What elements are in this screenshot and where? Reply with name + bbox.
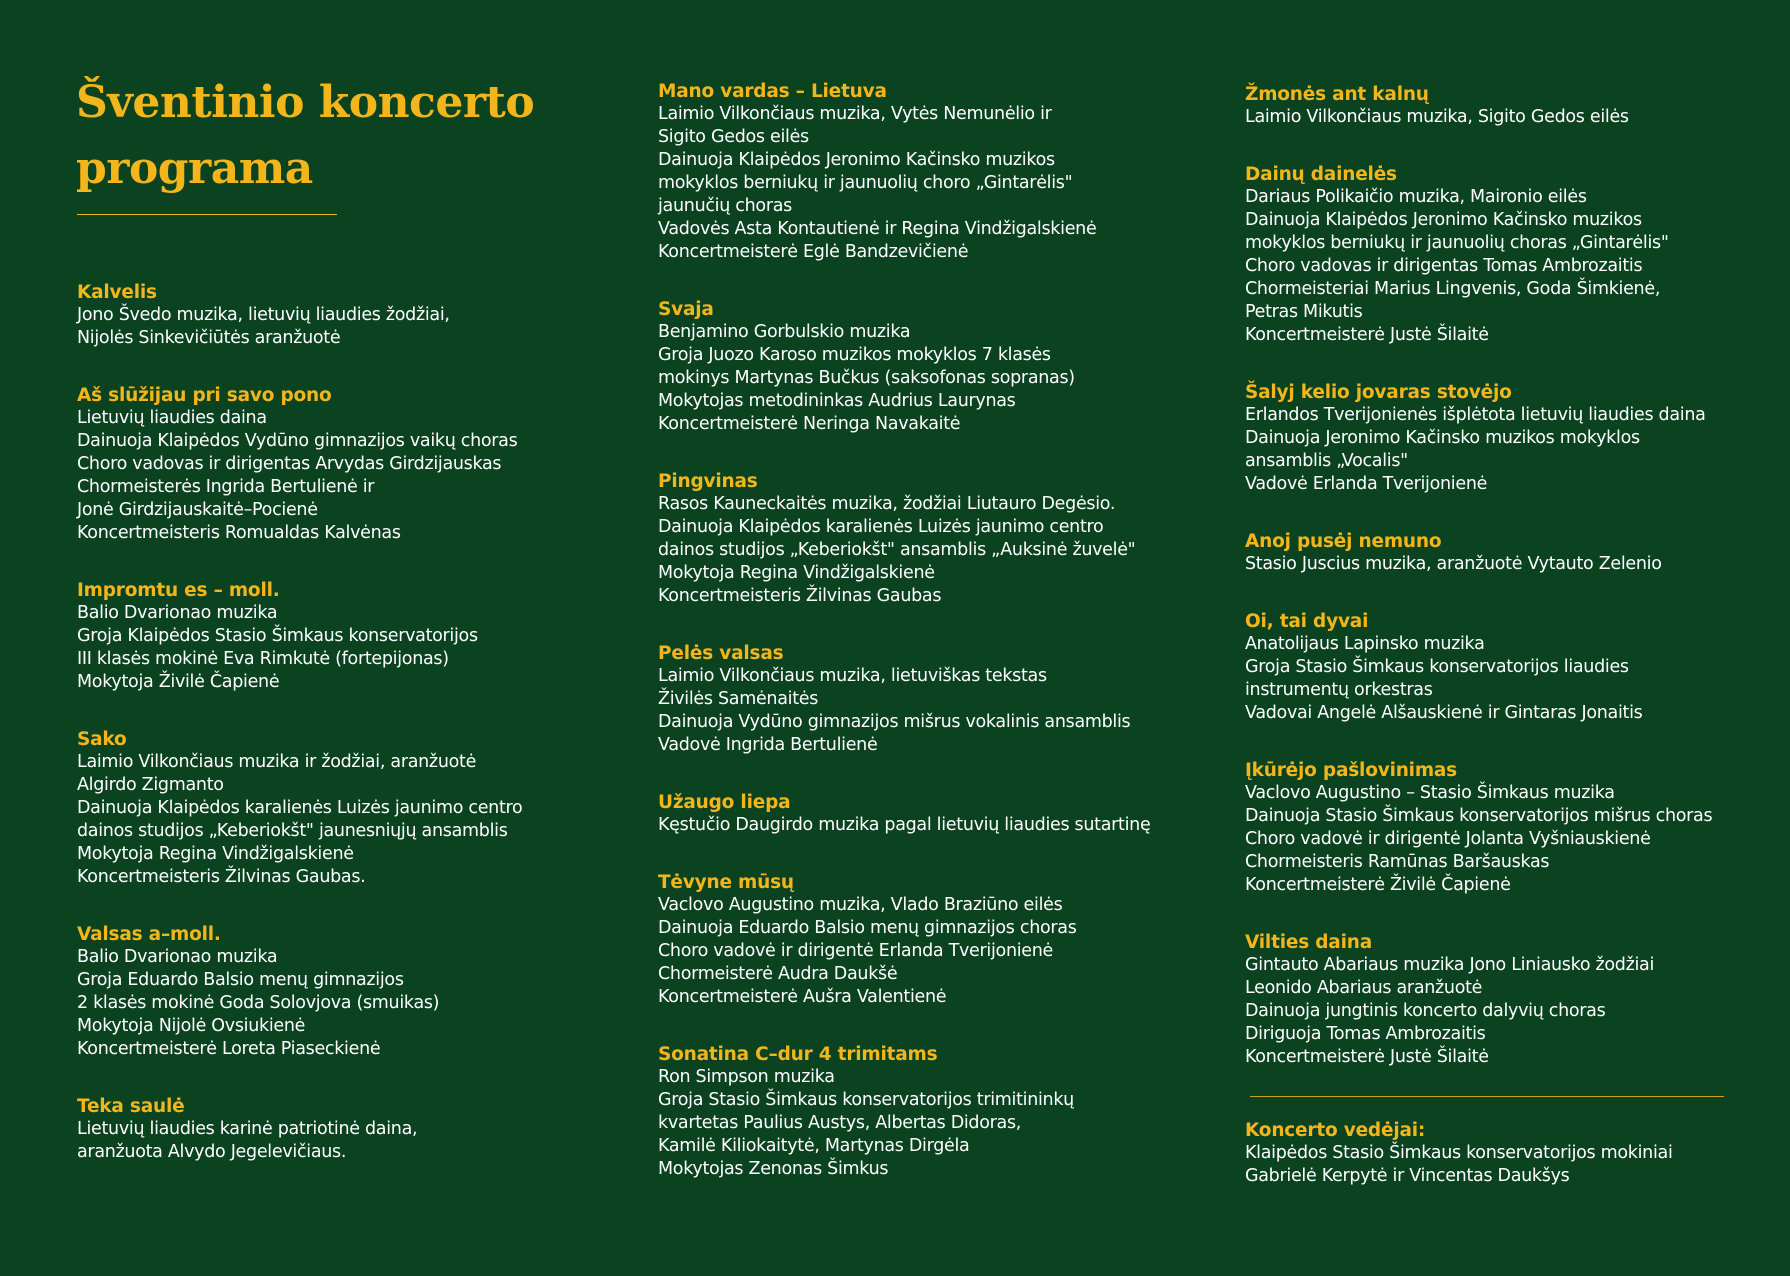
piece-detail-line: Erlandos Tverijonienės išplėtota lietuvių liaudies daina	[1245, 405, 1706, 425]
program-item	[1245, 530, 1765, 576]
piece-title: Pelės valsas	[658, 643, 784, 664]
piece-detail-line: 2 klasės mokinė Goda Solovjova (smuikas)	[77, 993, 440, 1013]
program-item	[1245, 83, 1765, 129]
piece-detail-line: Chormeisterės Ingrida Bertulienė ir	[77, 477, 375, 497]
piece-detail-line: Kamilė Kiliokaitytė, Martynas Dirgėla	[658, 1136, 970, 1156]
program-item	[77, 923, 637, 1061]
piece-detail-line: Koncertmeisteris Romualdas Kalvėnas	[77, 523, 401, 543]
program-item	[77, 728, 637, 889]
piece-detail-line: mokyklos berniukų ir jaunuolių choro „Gintarėlis"	[658, 173, 1073, 193]
hosts-line: Gabrielė Kerpytė ir Vincentas Daukšys	[1245, 1166, 1570, 1186]
piece-detail-line: Sigito Gedos eilės	[658, 127, 809, 147]
program-item	[1245, 931, 1765, 1069]
piece-detail-line: Mokytoja Živilė Čapienė	[77, 672, 280, 692]
program-item	[1245, 381, 1765, 496]
piece-detail-line: Chormeisteris Ramūnas Baršauskas	[1245, 852, 1550, 872]
title-divider	[77, 214, 337, 215]
piece-title: Impromtu es – moll.	[77, 580, 280, 601]
program-column-1	[77, 281, 637, 1198]
program-item	[658, 642, 1218, 757]
piece-title: Dainų dainelės	[1245, 164, 1397, 185]
piece-title: Aš slūžijau pri savo pono	[77, 385, 332, 406]
title-line: programa	[76, 143, 313, 194]
piece-detail-line: Koncertmeisterė Aušra Valentienė	[658, 987, 947, 1007]
hosts-divider	[1250, 1096, 1724, 1097]
program-item	[77, 1095, 637, 1164]
piece-detail-line: aranžuota Alvydo Jegelevičiaus.	[77, 1142, 347, 1162]
piece-title: Oi, tai dyvai	[1245, 611, 1369, 632]
piece-title: Anoj pusėj nemuno	[1245, 531, 1442, 552]
piece-detail-line: Mokytoja Regina Vindžigalskienė	[77, 844, 354, 864]
piece-detail-line: Chormeisteriai Marius Lingvenis, Goda Šimkienė,	[1245, 279, 1661, 299]
piece-detail-line: Vadovai Angelė Alšauskienė ir Gintaras Jonaitis	[1245, 703, 1643, 723]
piece-detail-line: Jono Švedo muzika, lietuvių liaudies žodžiai,	[77, 305, 450, 325]
program-item	[658, 1043, 1218, 1181]
piece-title: Kalvelis	[77, 282, 157, 303]
piece-detail-line: Groja Eduardo Balsio menų gimnazijos	[77, 970, 404, 990]
piece-detail-line: Rasos Kauneckaitės muzika, žodžiai Liutauro Degėsio.	[658, 494, 1116, 514]
piece-detail-line: Koncertmeisterė Živilė Čapienė	[1245, 875, 1511, 895]
piece-detail-line: Koncertmeisterė Eglė Bandzevičienė	[658, 242, 969, 262]
piece-detail-line: Jonė Girdzijauskaitė–Pocienė	[77, 500, 318, 520]
piece-title: Šalyj kelio jovaras stovėjo	[1245, 382, 1512, 403]
piece-detail-line: Dariaus Polikaičio muzika, Maironio eilės	[1245, 187, 1587, 207]
piece-detail-line: Petras Mikutis	[1245, 302, 1363, 322]
program-item	[658, 80, 1218, 264]
program-item	[77, 579, 637, 694]
piece-detail-line: Groja Stasio Šimkaus konservatorijos liaudies	[1245, 657, 1629, 677]
piece-detail-line: Chormeisterė Audra Daukšė	[658, 964, 898, 984]
piece-title: Mano vardas – Lietuva	[658, 81, 887, 102]
piece-detail-line: ansamblis „Vocalis"	[1245, 451, 1408, 471]
program-item	[77, 281, 637, 350]
piece-detail-line: Anatolijaus Lapinsko muzika	[1245, 634, 1485, 654]
piece-detail-line: Dainuoja Eduardo Balsio menų gimnazijos choras	[658, 918, 1077, 938]
piece-detail-line: Vadovė Erlanda Tverijonienė	[1245, 474, 1488, 494]
piece-detail-line: Dainuoja Stasio Šimkaus konservatorijos mišrus choras	[1245, 806, 1713, 826]
piece-detail-line: Stasio Juscius muzika, aranžuotė Vytauto Zelenio	[1245, 554, 1662, 574]
piece-title: Užaugo liepa	[658, 792, 791, 813]
piece-detail-line: Dainuoja Klaipėdos karalienės Luizės jaunimo centro	[77, 798, 523, 818]
piece-detail-line: Koncertmeisterė Neringa Navakaitė	[658, 414, 961, 434]
piece-detail-line: Laimio Vilkončiaus muzika, Sigito Gedos eilės	[1245, 107, 1629, 127]
piece-title: Valsas a–moll.	[77, 924, 221, 945]
piece-detail-line: Choro vadovė ir dirigentė Jolanta Vyšniauskienė	[1245, 829, 1651, 849]
piece-detail-line: Dainuoja Jeronimo Kačinsko muzikos mokyklos	[1245, 428, 1640, 448]
piece-detail-line: Choro vadovė ir dirigentė Erlanda Tverijonienė	[658, 941, 1054, 961]
piece-detail-line: Dainuoja Klaipėdos karalienės Luizės jaunimo centro	[658, 517, 1104, 537]
piece-title: Sako	[77, 729, 127, 750]
piece-title: Įkūrėjo pašlovinimas	[1245, 760, 1457, 781]
piece-detail-line: Gintauto Abariaus muzika Jono Liniausko žodžiai	[1245, 955, 1655, 975]
piece-detail-line: Mokytojas metodininkas Audrius Laurynas	[658, 391, 1016, 411]
program-item	[658, 791, 1218, 837]
piece-detail-line: Nijolės Sinkevičiūtės aranžuotė	[77, 328, 341, 348]
piece-detail-line: III klasės mokinė Eva Rimkutė (fortepijonas)	[77, 649, 449, 669]
program-item	[1245, 610, 1765, 725]
piece-detail-line: Koncertmeisterė Loreta Piaseckienė	[77, 1039, 381, 1059]
piece-title: Teka saulė	[77, 1096, 185, 1117]
piece-detail-line: instrumentų orkestras	[1245, 680, 1433, 700]
piece-detail-line: mokinys Martynas Bučkus (saksofonas sopranas)	[658, 368, 1075, 388]
program-column-2	[658, 80, 1218, 1215]
piece-detail-line: Vadovė Ingrida Bertulienė	[658, 735, 878, 755]
piece-detail-line: Dainuoja Klaipėdos Jeronimo Kačinsko muzikos	[658, 150, 1055, 170]
piece-title: Žmonės ant kalnų	[1245, 84, 1429, 105]
hosts-title: Koncerto vedėjai:	[1245, 1120, 1426, 1141]
piece-detail-line: mokyklos berniukų ir jaunuolių choras „Gintarėlis"	[1245, 233, 1669, 253]
piece-detail-line: Mokytoja Regina Vindžigalskienė	[658, 563, 935, 583]
piece-title: Vilties daina	[1245, 932, 1372, 953]
program-items	[1245, 83, 1765, 1069]
piece-detail-line: Algirdo Zigmanto	[77, 775, 224, 795]
program-item	[1245, 163, 1765, 347]
piece-detail-line: Laimio Vilkončiaus muzika, lietuviškas tekstas	[658, 666, 1047, 686]
piece-title: Tėvyne mūsų	[658, 872, 794, 893]
program-item	[658, 298, 1218, 436]
piece-detail-line: Balio Dvarionao muzika	[77, 947, 278, 967]
piece-detail-line: Groja Juozo Karoso muzikos mokyklos 7 klasės	[658, 345, 1051, 365]
program-column-3	[1245, 83, 1765, 1222]
piece-detail-line: kvartetas Paulius Austys, Albertas Didoras,	[658, 1113, 1022, 1133]
piece-detail-line: Dainuoja Vydūno gimnazijos mišrus vokalinis ansamblis	[658, 712, 1131, 732]
program-item	[658, 470, 1218, 608]
piece-detail-line: Kęstučio Daugirdo muzika pagal lietuvių liaudies sutartinę	[658, 815, 1151, 835]
piece-detail-line: Mokytoja Nijolė Ovsiukienė	[77, 1016, 306, 1036]
hosts-line: Klaipėdos Stasio Šimkaus konservatorijos mokiniai	[1245, 1143, 1673, 1163]
program-item	[658, 871, 1218, 1009]
piece-detail-line: Vaclovo Augustino – Stasio Šimkaus muzika	[1245, 783, 1615, 803]
piece-detail-line: Mokytojas Zenonas Šimkus	[658, 1159, 889, 1179]
piece-detail-line: Choro vadovas ir dirigentas Tomas Ambrozaitis	[1245, 256, 1643, 276]
program-item	[77, 384, 637, 545]
concert-hosts	[1245, 1119, 1765, 1188]
piece-detail-line: Laimio Vilkončiaus muzika, Vytės Nemunėlio ir	[658, 104, 1052, 124]
piece-detail-line: Dainuoja Klaipėdos Vydūno gimnazijos vaikų choras	[77, 431, 518, 451]
piece-detail-line: Diriguoja Tomas Ambrozaitis	[1245, 1024, 1486, 1044]
piece-detail-line: Benjamino Gorbulskio muzika	[658, 322, 911, 342]
piece-detail-line: Lietuvių liaudies karinė patriotinė daina,	[77, 1119, 418, 1139]
piece-detail-line: Groja Klaipėdos Stasio Šimkaus konservatorijos	[77, 626, 478, 646]
title-line: Šventinio koncerto	[76, 77, 535, 128]
piece-detail-line: Koncertmeisteris Žilvinas Gaubas.	[77, 867, 366, 887]
piece-detail-line: Laimio Vilkončiaus muzika ir žodžiai, aranžuotė	[77, 752, 477, 772]
piece-detail-line: Balio Dvarionao muzika	[77, 603, 278, 623]
piece-detail-line: Choro vadovas ir dirigentas Arvydas Girdzijauskas	[77, 454, 502, 474]
piece-detail-line: Vadovės Asta Kontautienė ir Regina Vindžigalskienė	[658, 219, 1097, 239]
piece-title: Sonatina C–dur 4 trimitams	[658, 1044, 938, 1065]
piece-detail-line: Lietuvių liaudies daina	[77, 408, 267, 428]
piece-detail-line: Ron Simpson muzika	[658, 1067, 835, 1087]
piece-detail-line: dainos studijos „Keberiokšt" ansamblis „Auksinė žuvelė"	[658, 540, 1136, 560]
piece-detail-line: Dainuoja Klaipėdos Jeronimo Kačinsko muzikos	[1245, 210, 1642, 230]
piece-detail-line: dainos studijos „Keberiokšt" jaunesniųjų ansamblis	[77, 821, 508, 841]
piece-title: Svaja	[658, 299, 714, 320]
program-item	[1245, 759, 1765, 897]
piece-detail-line: Vaclovo Augustino muzika, Vlado Braziūno eilės	[658, 895, 1063, 915]
page-title	[76, 70, 534, 202]
piece-title: Pingvinas	[658, 471, 758, 492]
piece-detail-line: Leonido Abariaus aranžuotė	[1245, 978, 1483, 998]
piece-detail-line: Koncertmeisterė Justė Šilaitė	[1245, 1047, 1489, 1067]
piece-detail-line: Koncertmeisterė Justė Šilaitė	[1245, 325, 1489, 345]
piece-detail-line: Živilės Samėnaitės	[658, 689, 819, 709]
piece-detail-line: Dainuoja jungtinis koncerto dalyvių choras	[1245, 1001, 1606, 1021]
piece-detail-line: jaunučių choras	[658, 196, 792, 216]
piece-detail-line: Groja Stasio Šimkaus konservatorijos trimitininkų	[658, 1090, 1074, 1110]
piece-detail-line: Koncertmeisteris Žilvinas Gaubas	[658, 586, 942, 606]
